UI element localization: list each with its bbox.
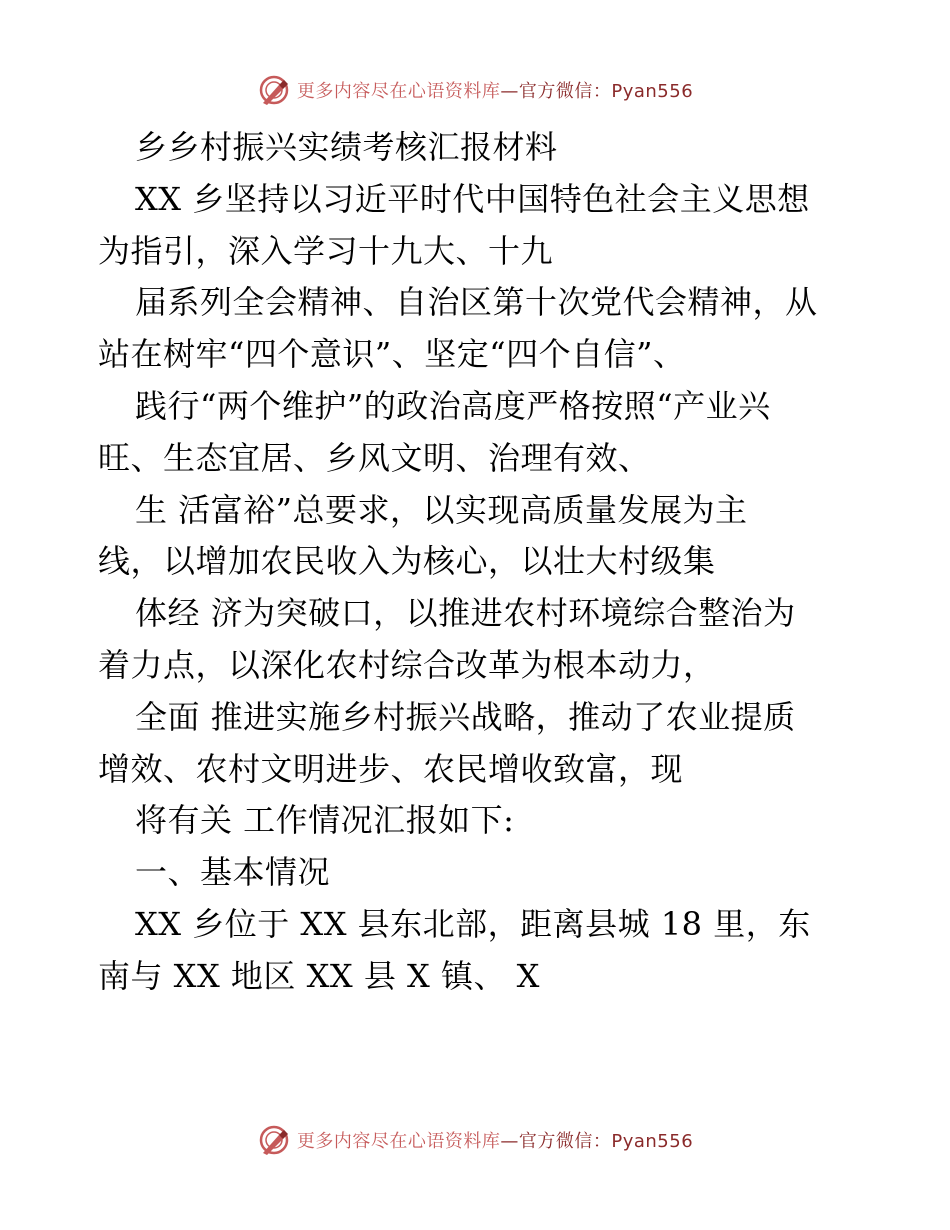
paragraph-line: 着力点，以深化农村综合改革为根本动力， bbox=[98, 645, 716, 684]
paragraph-line: 全面 推进实施乡村振兴战略，推动了农业提质 bbox=[135, 697, 796, 736]
paragraph-line: 体经 济为突破口，以推进农村环境综合整治为 bbox=[135, 594, 796, 633]
paragraph-line: XX 乡位于 XX 县东北部，距离县城 18 里，东 bbox=[135, 904, 811, 943]
watermark-contact: —官方微信：Pyan556 bbox=[500, 81, 694, 102]
footer-watermark bbox=[0, 1120, 950, 1160]
header-watermark bbox=[0, 70, 950, 110]
document-title: 乡乡村振兴实绩考核汇报材料 bbox=[135, 128, 558, 166]
paragraph-line: 旺、生态宜居、乡风文明、治理有效、 bbox=[98, 438, 651, 477]
watermark-contact: —官方微信：Pyan556 bbox=[500, 1131, 694, 1152]
document-body bbox=[98, 122, 858, 1003]
pen-logo-icon bbox=[257, 73, 291, 107]
paragraph-line: 届系列全会精神、自治区第十次党代会精神，从 bbox=[135, 283, 818, 322]
paragraph-line: 线，以增加农民收入为核心，以壮大村级集 bbox=[98, 542, 716, 581]
paragraph-line: 生 活富裕”总要求，以实现高质量发展为主 bbox=[135, 490, 748, 529]
paragraph-line: 为指引，深入学习十九大、十九 bbox=[98, 231, 554, 270]
paragraph-line: 践行“两个维护”的政治高度严格按照“产业兴 bbox=[135, 386, 771, 425]
paragraph-line: 增效、农村文明进步、农民增收致富，现 bbox=[98, 749, 684, 788]
paragraph-line: 将有关 工作情况汇报如下: bbox=[135, 801, 515, 840]
watermark-slogan: 更多内容尽在心语资料库 bbox=[296, 81, 501, 102]
paragraph-line: 南与 XX 地区 XX 县 X 镇、 X bbox=[98, 956, 540, 995]
paragraph-line: XX 乡坚持以习近平时代中国特色社会主义思想 bbox=[135, 179, 810, 218]
paragraph-line: 站在树牢“四个意识”、坚定“四个自信”、 bbox=[98, 335, 686, 374]
section-heading: 一、基本情况 bbox=[135, 853, 331, 892]
watermark-slogan: 更多内容尽在心语资料库 bbox=[296, 1131, 501, 1152]
pen-logo-icon bbox=[257, 1123, 291, 1157]
